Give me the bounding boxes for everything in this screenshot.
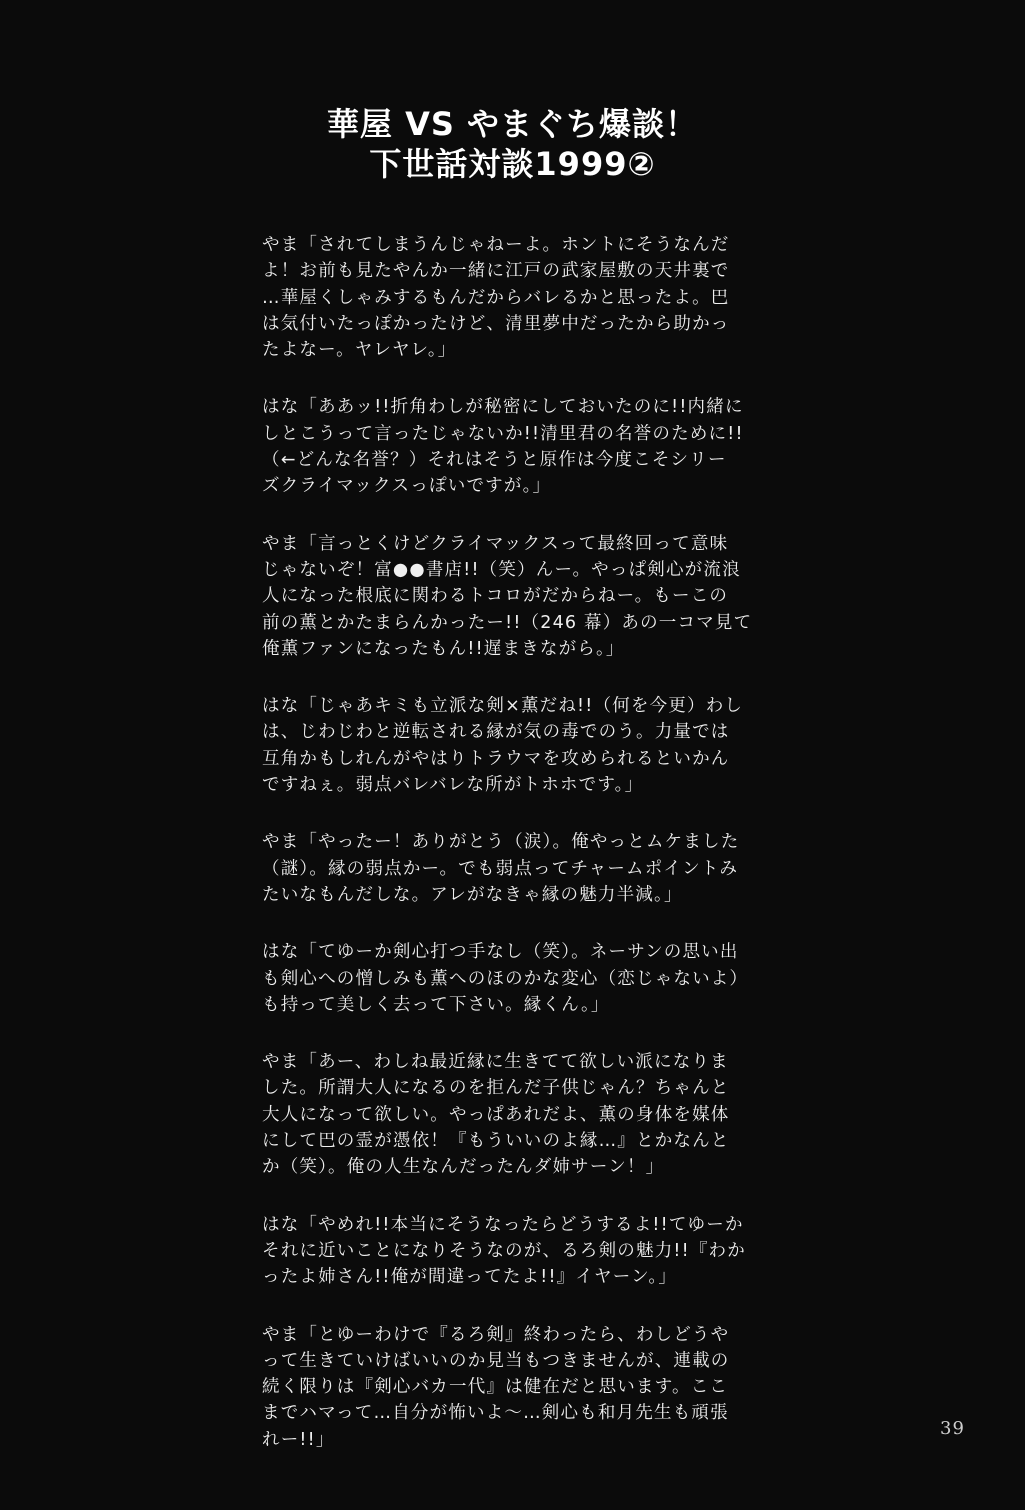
dialogue-paragraph: やま「言っとくけどクライマックスって最終回って意味 じゃないぞ！富●●書店!!（笑）んー。やっぱ剣心が流浪 人になった根底に関わるトコロがだからねー。もーこの 前の薫とかたまらんかったー!!（246 幕）あの一コマ見て 俺薫ファンになったもん!!遅まきながら。」 <box>262 533 753 659</box>
page-title <box>0 104 1025 184</box>
dialogue-paragraph: はな「やめれ!!本当にそうなったらどうするよ!!てゆーか それに近いことになりそうなのが、るろ剣の魅力!!『わか ったよ姉さん!!俺が間違ってたよ!!』イヤーン。」 <box>262 1214 746 1288</box>
dialogue-paragraph: やま「やったー！ありがとう（涙）。俺やっとムケました （謎）。縁の弱点かー。でも弱点ってチャームポイントみ たいなもんだしな。アレがなきゃ縁の魅力半減。」 <box>262 832 740 905</box>
dialogue-paragraph: やま「されてしまうんじゃねーよ。ホントにそうなんだ よ！お前も見たやんか一緒に江戸の武家屋敷の天井裏で …華屋くしゃみするもんだからバレるかと思ったよ。巴 は気付いたっぽかったけど、清里夢中だったから助かっ たよなー。ヤレヤレ。」 <box>262 235 730 361</box>
dialogue-body <box>262 232 782 1484</box>
dialogue-paragraph: やま「とゆーわけで『るろ剣』終わったら、わしどうや って生きていけばいいのか見当もつきませんが、連載の 続く限りは『剣心バカ一代』は健在だと思います。ここ までハマって…自分が怖いよ〜…剣心も和月先生も頑張 れー!!」 <box>262 1324 730 1450</box>
dialogue-paragraph: やま「あー、わしね最近縁に生きてて欲しい派になりま した。所謂大人になるのを拒んだ子供じゃん？ちゃんと 大人になって欲しい。やっぱあれだよ、薫の身体を媒体 にして巴の霊が憑依！『もういいのよ縁…』とかなんと か（笑）。俺の人生なんだったんダ姉サーン！」 <box>262 1052 730 1178</box>
dialogue-paragraph: はな「ああッ!!折角わしが秘密にしておいたのに!!内緒に しとこうって言ったじゃないか!!清里君の名誉のために!! （←どんな名誉？）それはそうと原作は今度こそシリー ズクライマックスっぽいですが。」 <box>262 397 744 497</box>
page-number: 39 <box>940 1418 965 1439</box>
title-line-2: 下世話対談1999② <box>369 145 656 183</box>
dialogue-paragraph: はな「じゃあキミも立派な剣×薫だね!!（何を今更）わし は、じわじわと逆転される縁が気の毒でのう。力量では 互角かもしれんがやはりトラウマを攻められるといかん ですねぇ。弱点バレバレな所がトホホです。」 <box>262 696 744 796</box>
title-line-1: 華屋 VS やまぐち爆談！ <box>326 105 699 143</box>
dialogue-paragraph: はな「てゆーか剣心打つ手なし（笑）。ネーサンの思い出 も剣心への憎しみも薫へのほのかな変心（恋じゃないよ） も持って美しく去って下さい。縁くん。」 <box>262 942 749 1015</box>
